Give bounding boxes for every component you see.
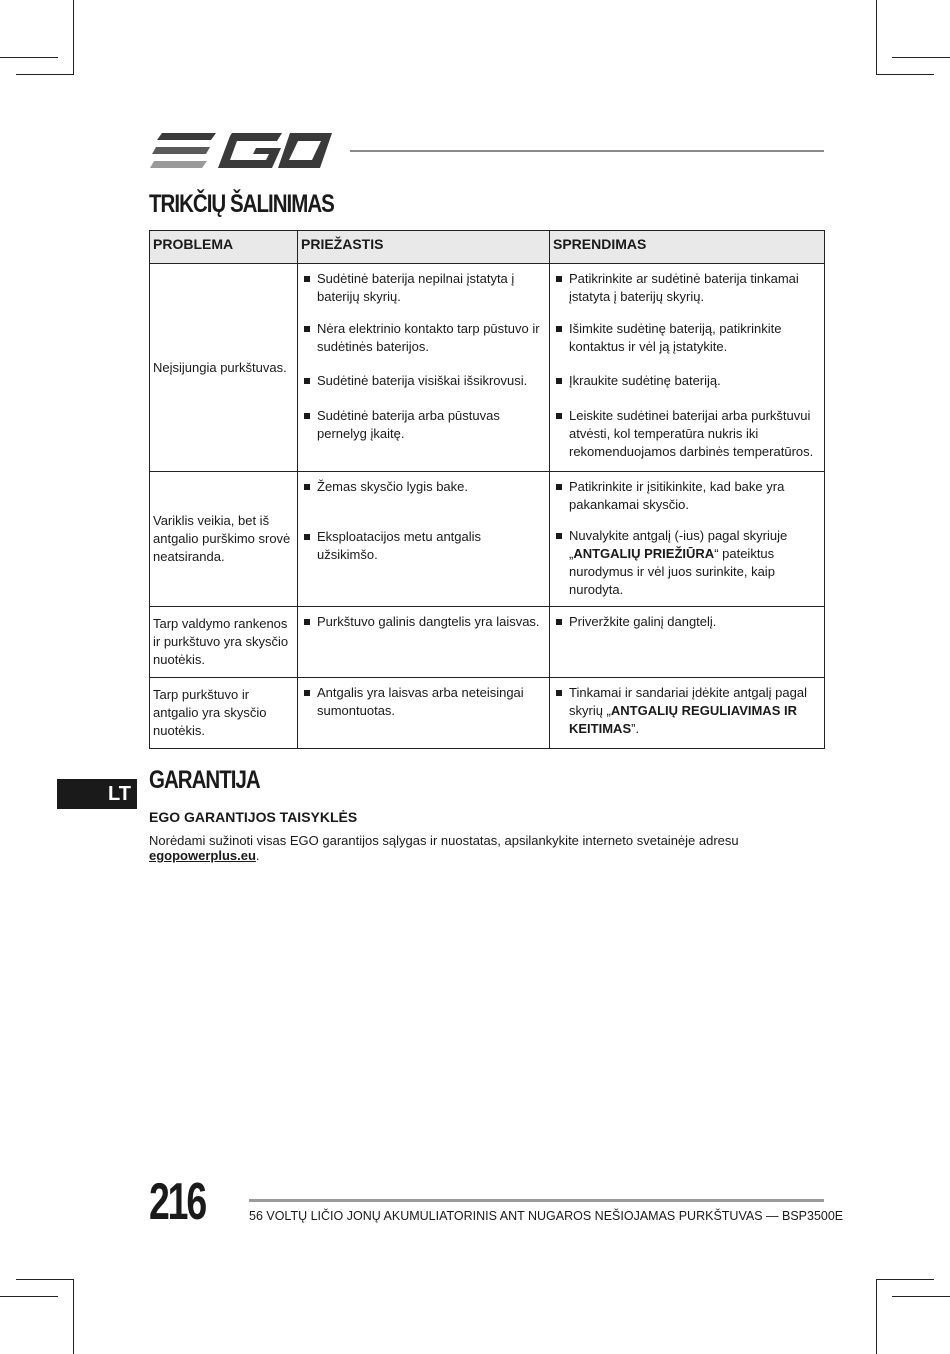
text-run: “ pateiktus nurodymus ir vėl juos surinkite, kaip nurodyta. xyxy=(569,546,775,597)
section-reference: ANTGALIŲ REGULIAVIMAS IR KEITIMAS xyxy=(569,703,797,736)
section-reference: ANTGALIŲ PRIEŽIŪRA xyxy=(573,546,715,561)
list-item xyxy=(554,527,820,599)
solution-cell xyxy=(550,472,825,607)
warranty-subheading: EGO GARANTIJOS TAISYKLĖS xyxy=(149,809,358,825)
footer-title: 56 VOLTŲ LIČIO JONŲ AKUMULIATORINIS ANT NUGAROS NEŠIOJAMAS PURKŠTUVAS — BSP3500E xyxy=(249,1209,844,1223)
list-item: Įkraukite sudėtinę bateriją. xyxy=(554,372,820,390)
solution-cell xyxy=(550,264,825,472)
crop-mark xyxy=(876,0,877,75)
crop-mark xyxy=(73,1279,74,1354)
list-item: Priveržkite galinį dangtelį. xyxy=(554,613,820,631)
crop-mark xyxy=(16,74,74,75)
crop-mark xyxy=(0,57,58,58)
crop-mark xyxy=(876,1279,934,1280)
text-run: Tinkamai ir sandariai įdėkite antgalį pagal skyrių „ xyxy=(569,685,807,718)
problem-cell: Variklis veikia, bet iš antgalio purškimo srovė neatsiranda. xyxy=(150,472,298,607)
list-item: Eksploatacijos metu antgalis užsikimšo. xyxy=(302,528,545,564)
list-item: Sudėtinė baterija arba pūstuvas pernelyg įkaitę. xyxy=(302,407,545,443)
problem-cell: Tarp purkštuvo ir antgalio yra skysčio nuotėkis. xyxy=(150,678,298,749)
table-row xyxy=(150,472,825,607)
crop-mark xyxy=(0,1296,58,1297)
page-number: 216 xyxy=(149,1173,205,1231)
crop-mark xyxy=(876,1279,877,1354)
warranty-end: . xyxy=(255,848,260,863)
table-row xyxy=(150,264,825,472)
warranty-link[interactable]: egopowerplus.eu xyxy=(149,848,256,863)
language-tab: LT xyxy=(57,779,137,809)
warranty-text xyxy=(149,833,839,863)
crop-mark xyxy=(892,57,950,58)
text-run: Nuvalykite antgalį (-ius) pagal skyriuje „ xyxy=(569,528,788,561)
troubleshooting-table xyxy=(149,230,825,749)
list-item xyxy=(554,684,820,738)
crop-mark xyxy=(16,1279,74,1280)
list-item: Išimkite sudėtinę bateriją, patikrinkite kontaktus ir vėl ją įstatykite. xyxy=(554,320,820,356)
section-title: TRIKČIŲ ŠALINIMAS xyxy=(149,190,334,218)
list-item: Patikrinkite ar sudėtinė baterija tinkamai įstatyta į baterijų skyrių. xyxy=(554,270,820,306)
list-item: Antgalis yra laisvas arba neteisingai sumontuotas. xyxy=(302,684,545,720)
list-item: Leiskite sudėtinei baterijai arba purkštuvui atvėsti, kol temperatūra nukris iki rekomenduojamos darbinės temperatūros. xyxy=(554,407,820,461)
list-item: Sudėtinė baterija visiškai išsikrovusi. xyxy=(302,372,545,390)
column-header-solution: SPRENDIMAS xyxy=(550,231,825,264)
list-item: Patikrinkite ir įsitikinkite, kad bake yra pakankamai skysčio. xyxy=(554,478,820,514)
header-rule xyxy=(350,150,824,152)
cause-cell xyxy=(298,264,550,472)
column-header-cause: PRIEŽASTIS xyxy=(298,231,550,264)
table-header-row xyxy=(150,231,825,264)
table-row xyxy=(150,678,825,749)
footer-rule xyxy=(249,1199,824,1202)
warranty-body: Norėdami sužinoti visas EGO garantijos sąlygas ir nuostatas, apsilankykite interneto svetainėje adresu xyxy=(149,833,739,848)
crop-mark xyxy=(876,74,934,75)
solution-cell xyxy=(550,607,825,678)
list-item: Sudėtinė baterija nepilnai įstatyta į baterijų skyrių. xyxy=(302,270,545,306)
section-title-warranty: GARANTIJA xyxy=(149,766,260,794)
cause-cell xyxy=(298,607,550,678)
solution-cell xyxy=(550,678,825,749)
problem-cell: Tarp valdymo rankenos ir purkštuvo yra skysčio nuotėkis. xyxy=(150,607,298,678)
column-header-problem: PROBLEMA xyxy=(150,231,298,264)
table-row xyxy=(150,607,825,678)
crop-mark xyxy=(892,1296,950,1297)
ego-logo xyxy=(150,131,332,171)
problem-cell: Neįsijungia purkštuvas. xyxy=(150,264,298,472)
list-item: Nėra elektrinio kontakto tarp pūstuvo ir sudėtinės baterijos. xyxy=(302,320,545,356)
cause-cell xyxy=(298,472,550,607)
crop-mark xyxy=(73,0,74,75)
text-run: ”. xyxy=(631,721,640,736)
list-item: Žemas skysčio lygis bake. xyxy=(302,478,545,496)
list-item: Purkštuvo galinis dangtelis yra laisvas. xyxy=(302,613,545,631)
cause-cell xyxy=(298,678,550,749)
